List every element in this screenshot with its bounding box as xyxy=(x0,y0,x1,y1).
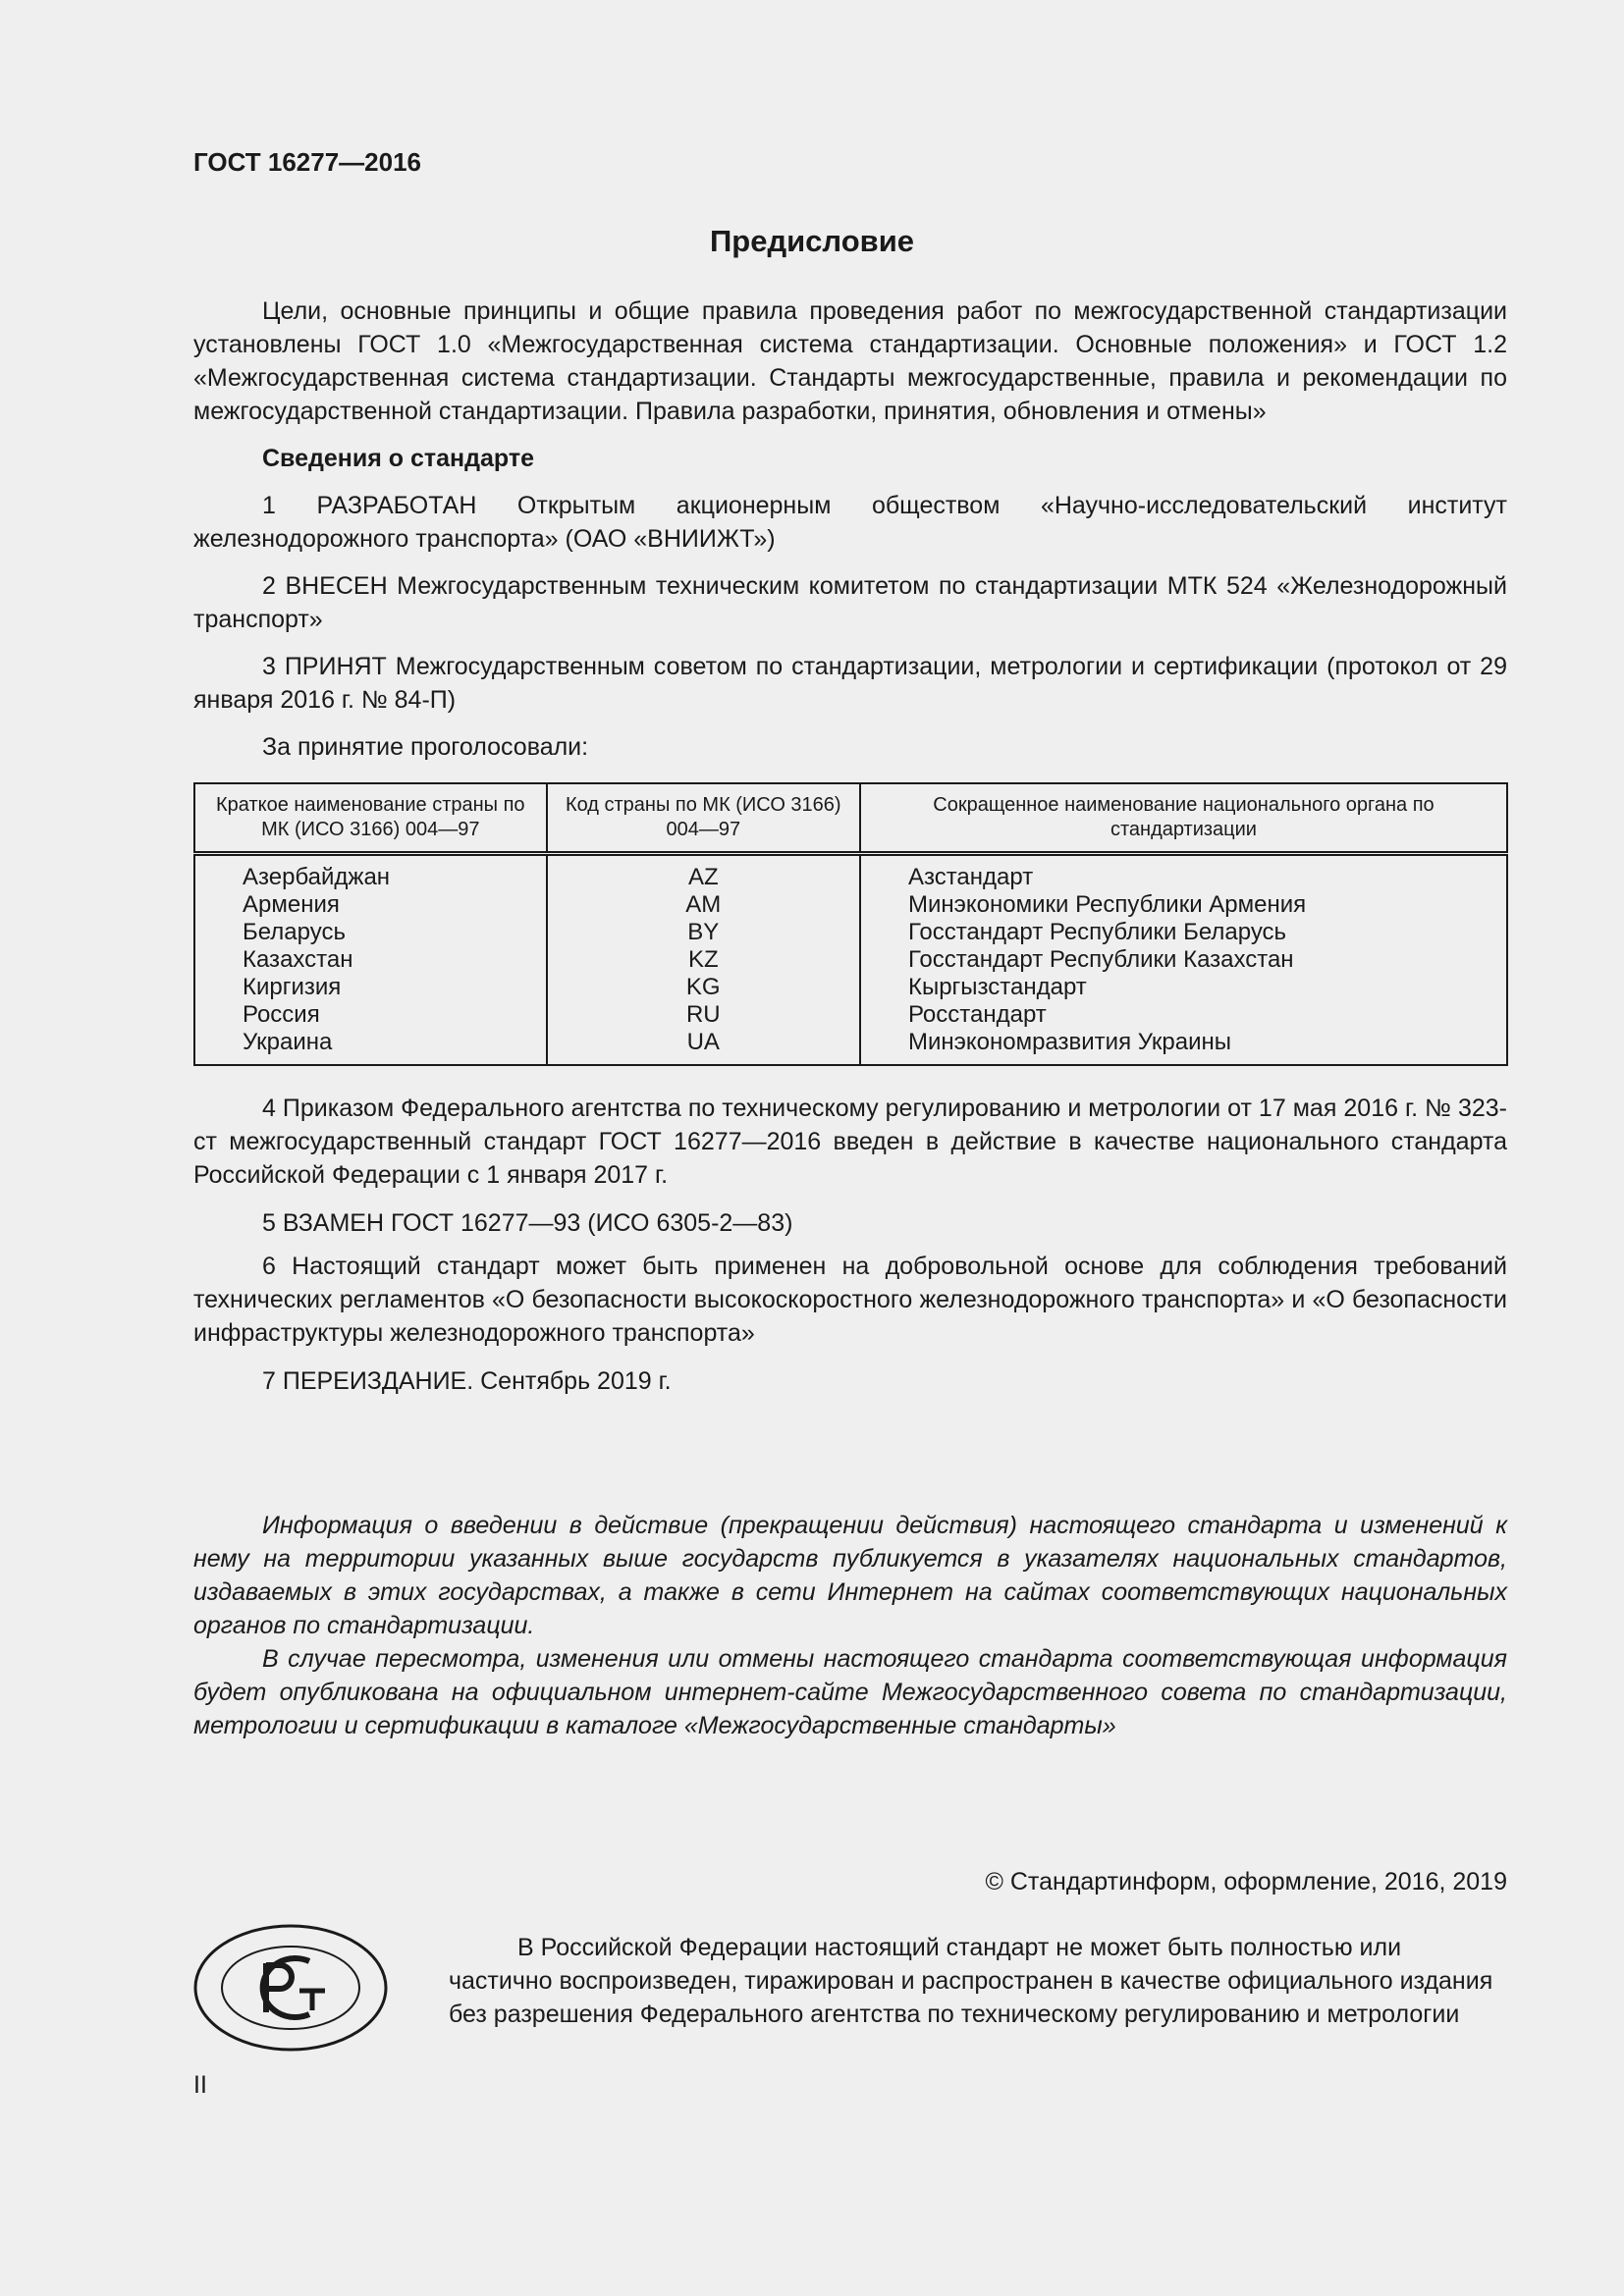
item-5-text: 5 ВЗАМЕН ГОСТ 16277—93 (ИСО 6305-2—83) xyxy=(262,1209,793,1237)
publication-info-paragraph: Информация о введении в действие (прекращении действия) настоящего стандарта и изменений к нему на территории указанных выше государств публикуется в указателях национальных стандартов, издаваемых в этих государствах, а также в сети Интернет на сайтах соответствующих национальных органов по стандартизации. xyxy=(193,1512,1507,1639)
column-header-country: Краткое наименование страны по МК (ИСО 3166) 004—97 xyxy=(194,783,547,854)
column-header-code: Код страны по МК (ИСО 3166) 004—97 xyxy=(547,783,860,854)
code-cell: UA xyxy=(547,1029,860,1065)
country-cell: Украина xyxy=(194,1029,547,1065)
table-row xyxy=(194,974,1507,1001)
intro-text: Цели, основные принципы и общие правила проведения работ по межгосударственной стандартизации установлены ГОСТ 1.0 «Межгосударственная система стандартизации. Основные положения» и ГОСТ 1.2 «Межгосударственная система стандартизации. Стандарты межгосударственные, правила и рекомендации по межгосударственной стандартизации. Правила разработки, принятия, обновления и отмены» xyxy=(193,297,1507,425)
table-row xyxy=(194,1029,1507,1065)
page-number: II xyxy=(193,2071,207,2099)
item-1 xyxy=(193,489,1507,556)
body-cell: Росстандарт xyxy=(860,1001,1507,1029)
item-4 xyxy=(193,1092,1507,1192)
body-cell: Госстандарт Республики Беларусь xyxy=(860,919,1507,946)
item-4-text: 4 Приказом Федерального агентства по техническому регулированию и метрологии от 17 мая 2016 г. № 323-ст межгосударственный стандарт ГОСТ 16277—2016 введен в действие в качестве национального стандарта Российской Федерации с 1 января 2017 г. xyxy=(193,1095,1507,1189)
page-title: Предисловие xyxy=(709,224,914,258)
table-row xyxy=(194,1001,1507,1029)
item-6 xyxy=(193,1250,1507,1350)
item-1-text: 1 РАЗРАБОТАН Открытым акционерным обществом «Научно-исследовательский институт железнодорожного транспорта» (ОАО «ВНИИЖТ») xyxy=(193,492,1507,553)
item-3 xyxy=(193,650,1507,717)
country-cell: Азербайджан xyxy=(194,854,547,892)
country-cell: Беларусь xyxy=(194,919,547,946)
country-cell: Казахстан xyxy=(194,946,547,974)
item-2-text: 2 ВНЕСЕН Межгосударственным техническим комитетом по стандартизации МТК 524 «Железнодорожный транспорт» xyxy=(193,572,1507,633)
country-cell: Армения xyxy=(194,891,547,919)
code-cell: AZ xyxy=(547,854,860,892)
copyright-line: © Стандартинформ, оформление, 2016, 2019 xyxy=(985,1868,1507,1896)
table-row xyxy=(194,854,1507,892)
item-5 xyxy=(193,1206,1507,1240)
rst-certification-mark-icon xyxy=(193,1924,388,2052)
code-cell: RU xyxy=(547,1001,860,1029)
body-cell: Минэкономики Республики Армения xyxy=(860,891,1507,919)
body-cell: Госстандарт Республики Казахстан xyxy=(860,946,1507,974)
table-row xyxy=(194,946,1507,974)
item-7 xyxy=(193,1364,1507,1398)
revision-info-paragraph: В случае пересмотра, изменения или отмены настоящего стандарта соответствующая информация будет опубликована на официальном интернет-сайте Межгосударственного совета по стандартизации, метрологии и сертификации в каталоге «Межгосударственные стандарты» xyxy=(193,1645,1507,1739)
code-cell: KG xyxy=(547,974,860,1001)
document-code: ГОСТ 16277—2016 xyxy=(193,147,421,177)
publication-info xyxy=(193,1509,1507,1742)
table-header-row xyxy=(194,783,1507,854)
code-cell: AM xyxy=(547,891,860,919)
table-row xyxy=(194,919,1507,946)
item-6-text: 6 Настоящий стандарт может быть применен на добровольной основе для соблюдения требований технических регламентов «О безопасности высокоскоростного железнодорожного транспорта» и «О безопасности инфраструктуры железнодорожного транспорта» xyxy=(193,1253,1507,1347)
body-cell: Азстандарт xyxy=(860,854,1507,892)
item-3-text: 3 ПРИНЯТ Межгосударственным советом по стандартизации, метрологии и сертификации (протокол от 29 января 2016 г. № 84-П) xyxy=(193,653,1507,714)
code-cell: BY xyxy=(547,919,860,946)
intro-paragraph xyxy=(193,294,1507,428)
voting-table xyxy=(193,782,1508,1066)
code-cell: KZ xyxy=(547,946,860,974)
standard-info-heading xyxy=(193,442,1507,475)
body-cell: Кыргызстандарт xyxy=(860,974,1507,1001)
column-header-body: Сокращенное наименование национального органа по стандартизации xyxy=(860,783,1507,854)
vote-label xyxy=(193,730,1507,764)
item-2 xyxy=(193,569,1507,636)
rights-notice-text: В Российской Федерации настоящий стандарт не может быть полностью или частично воспроизведен, тиражирован и распространен в качестве официального издания без разрешения Федерального агентства по техническому регулированию и метрологии xyxy=(449,1934,1493,2028)
table-row xyxy=(194,891,1507,919)
rights-notice xyxy=(449,1931,1507,2031)
item-7-text: 7 ПЕРЕИЗДАНИЕ. Сентябрь 2019 г. xyxy=(262,1367,672,1395)
vote-label-text: За принятие проголосовали: xyxy=(262,733,589,761)
body-cell: Минэкономразвития Украины xyxy=(860,1029,1507,1065)
country-cell: Россия xyxy=(194,1001,547,1029)
standard-info-heading-text: Сведения о стандарте xyxy=(262,445,535,472)
country-cell: Киргизия xyxy=(194,974,547,1001)
